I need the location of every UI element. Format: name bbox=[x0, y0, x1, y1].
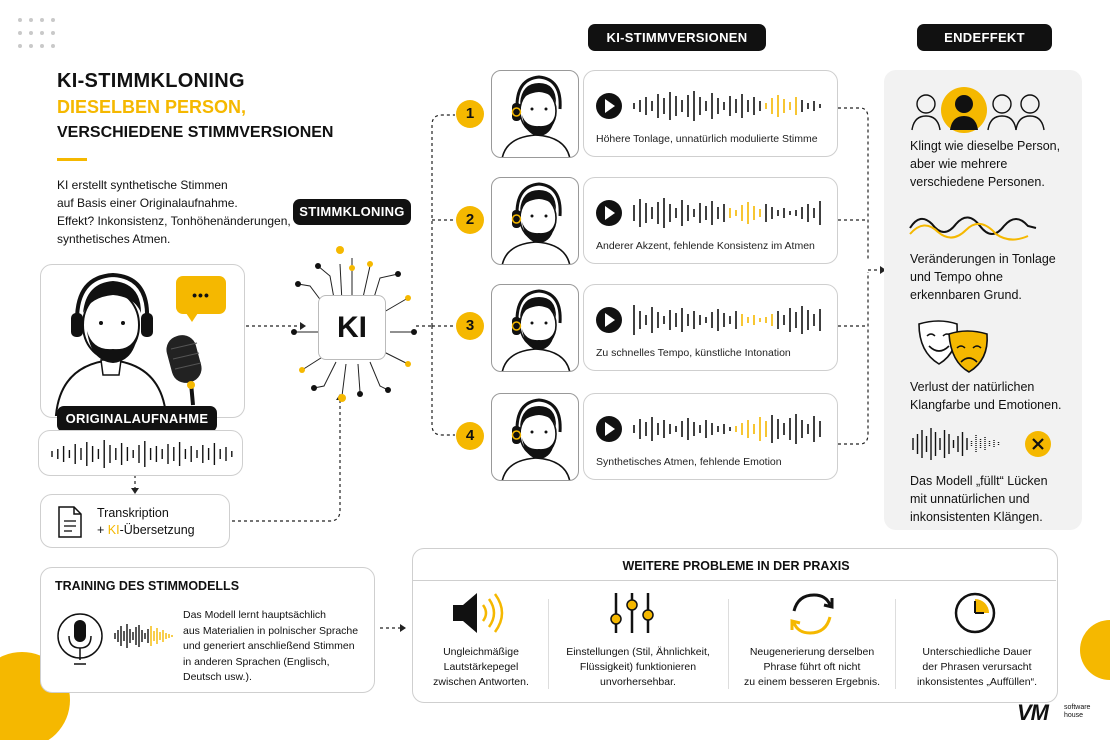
problem-text: Neugenerierung derselben Phrase führt oft nicht zu einem besseren Ergebnis. bbox=[744, 646, 880, 688]
voice-version-card bbox=[583, 393, 838, 480]
clock-icon bbox=[953, 591, 999, 637]
company-logo-text: software house bbox=[1064, 704, 1091, 719]
play-button[interactable] bbox=[596, 412, 836, 446]
page-subtitle-accent: DIESELBEN PERSON, bbox=[57, 97, 247, 117]
training-card bbox=[40, 567, 375, 693]
intro-text: KI erstellt synthetische Stimmen auf Basis einer Originalaufnahme. Effekt? Inkonsistenz, Tonhöhenänderungen, synthetisches Atmen. bbox=[57, 178, 291, 246]
versions-header: KI-STIMMVERSIONEN bbox=[588, 24, 766, 51]
problems-divider bbox=[413, 580, 1056, 581]
transcription-text: Transkription + KI-Übersetzung bbox=[97, 506, 195, 537]
masks-icon bbox=[915, 318, 995, 373]
original-waveform-card bbox=[38, 430, 243, 476]
voice-version-card bbox=[583, 177, 838, 264]
wave-icon bbox=[910, 210, 1040, 246]
page-title: KI-STIMMKLONING bbox=[57, 70, 245, 92]
corner-circle-right bbox=[1080, 620, 1110, 680]
result-header: ENDEFFEKT bbox=[917, 24, 1052, 51]
problem-text: Unterschiedliche Dauer der Phrasen verursacht inkonsistentes „Auffüllen“. bbox=[916, 646, 1038, 688]
microphone-icon bbox=[55, 608, 175, 668]
sliders-icon bbox=[608, 591, 658, 635]
version-number-badge: 4 bbox=[456, 422, 484, 450]
voice-avatar bbox=[491, 70, 579, 158]
problem-text: Ungleichmäßige Lautstärkepegel zwischen Antworten. bbox=[433, 646, 529, 688]
page-subtitle: VERSCHIEDENE STIMMVERSIONEN bbox=[57, 124, 334, 141]
ki-chip: KI bbox=[318, 295, 386, 360]
refresh-icon bbox=[788, 591, 836, 637]
version-caption: Höhere Tonlage, unnatürlich modulierte Stimme bbox=[596, 133, 818, 145]
original-waveform bbox=[47, 437, 237, 471]
version-caption: Synthetisches Atmen, fehlende Emotion bbox=[596, 456, 782, 468]
play-button[interactable] bbox=[596, 89, 836, 123]
voice-version-card bbox=[583, 70, 838, 157]
play-button[interactable] bbox=[596, 303, 836, 337]
title-underline bbox=[57, 158, 87, 161]
transcription-card bbox=[40, 494, 230, 548]
voice-avatar bbox=[491, 284, 579, 372]
effect-text: Das Modell „füllt“ Lücken mit unnatürlichen und inkonsistenten Klängen. bbox=[910, 474, 1048, 524]
voice-avatar bbox=[491, 393, 579, 481]
voice-version-card bbox=[583, 284, 838, 371]
dot-grid bbox=[18, 18, 55, 48]
training-title: TRAINING DES STIMMODELLS bbox=[55, 579, 240, 593]
cloning-label: STIMMKLONING bbox=[293, 199, 411, 225]
speaker-icon bbox=[451, 591, 511, 635]
gap-icon bbox=[910, 424, 1060, 466]
problems-card bbox=[412, 548, 1058, 703]
version-number-badge: 3 bbox=[456, 312, 484, 340]
problem-text: Einstellungen (Stil, Ähnlichkeit, Flüssigkeit) funktionieren unvorhersehbar. bbox=[566, 646, 710, 688]
version-caption: Zu schnelles Tempo, künstliche Intonation bbox=[596, 347, 791, 359]
company-logo: VM bbox=[1017, 700, 1048, 725]
document-icon bbox=[57, 506, 83, 538]
voice-avatar bbox=[491, 177, 579, 265]
version-number-badge: 1 bbox=[456, 100, 484, 128]
chat-bubble-icon: ••• bbox=[176, 276, 226, 314]
problems-title: WEITERE PROBLEME IN DER PRAXIS bbox=[622, 559, 850, 573]
effect-text: Klingt wie dieselbe Person, aber wie mehrere verschiedene Personen. bbox=[910, 139, 1061, 189]
effect-text: Veränderungen in Tonlage und Tempo ohne erkennbaren Grund. bbox=[910, 252, 1056, 302]
play-button[interactable] bbox=[596, 196, 836, 230]
people-icon bbox=[910, 86, 1060, 136]
version-caption: Anderer Akzent, fehlende Konsistenz im Atmen bbox=[596, 240, 815, 252]
version-number-badge: 2 bbox=[456, 206, 484, 234]
original-label: ORIGINALAUFNAHME bbox=[57, 406, 217, 432]
effect-text: Verlust der natürlichen Klangfarbe und Emotionen. bbox=[910, 380, 1062, 412]
training-text: Das Modell lernt hauptsächlich aus Materialien in polnischer Sprache und generiert anschließend Stimmen in anderen Sprachen (Englisch, Deutsch usw.). bbox=[183, 609, 359, 683]
